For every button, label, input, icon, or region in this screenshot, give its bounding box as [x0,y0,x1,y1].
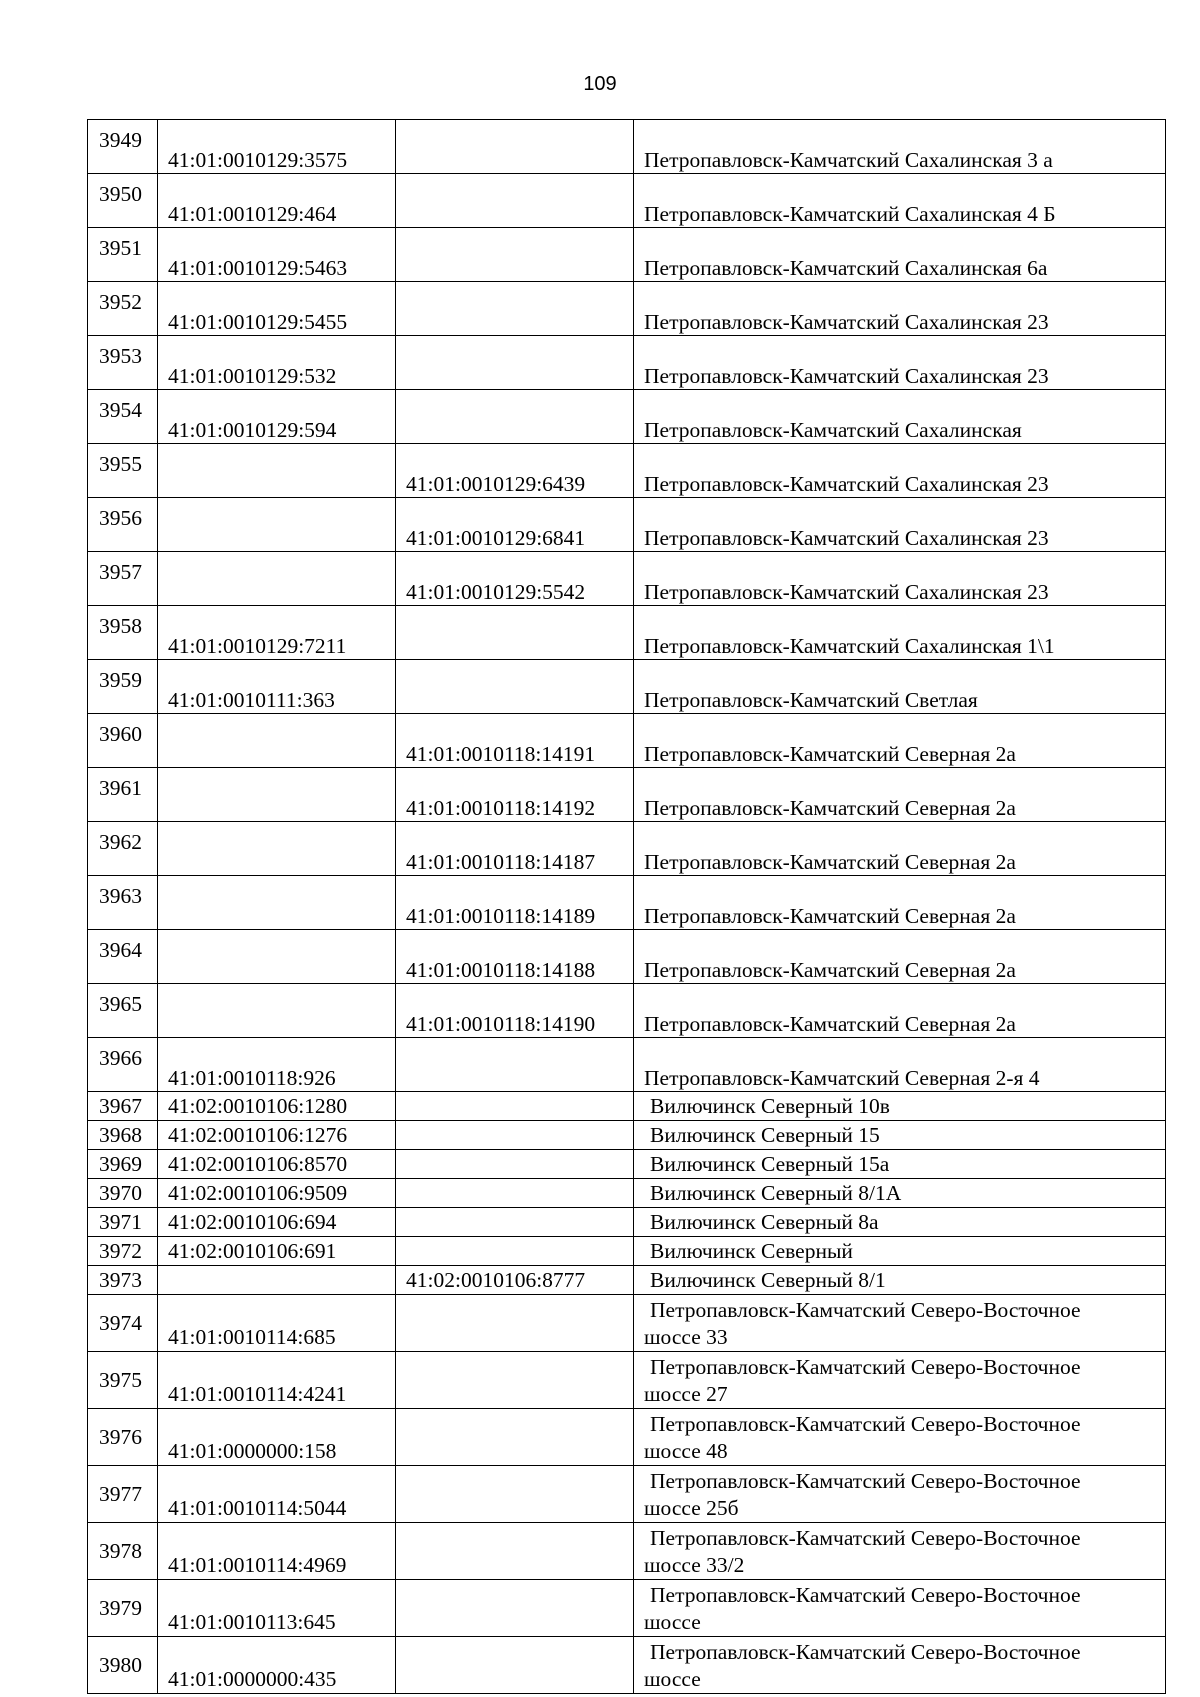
page-number: 109 [583,73,617,95]
table-row [88,1409,1166,1466]
row-number-cell: 3976 [88,1409,158,1466]
address-line-2: шоссе [644,1667,701,1691]
cadastral-number-cell: 41:01:0010114:4241 [158,1352,396,1409]
row-number-cell: 3960 [88,714,158,768]
row-number-cell: 3980 [88,1637,158,1694]
address-line-2: шоссе 33/2 [644,1553,745,1577]
cadastral-number-cell: 41:01:0010118:926 [158,1038,396,1092]
table-row [88,660,1166,714]
related-cadastral-number-cell [396,660,634,714]
address-cell: Петропавловск-Камчатский Северная 2а [634,768,1166,822]
related-cadastral-number-cell: 41:01:0010118:14189 [396,876,634,930]
cadastral-number-cell: 41:01:0010129:3575 [158,120,396,174]
address-cell: Петропавловск-Камчатский Сахалинская 4 Б [634,174,1166,228]
cadastral-number-cell [158,498,396,552]
address-line-1: Петропавловск-Камчатский Северо-Восточное [650,1298,1081,1322]
cadastral-number-cell: 41:01:0000000:158 [158,1409,396,1466]
table-row [88,1179,1166,1208]
cadastral-number-cell: 41:01:0010129:532 [158,336,396,390]
row-number-cell: 3964 [88,930,158,984]
related-cadastral-number-cell: 41:01:0010118:14187 [396,822,634,876]
cadastral-number-cell: 41:01:0010111:363 [158,660,396,714]
table-row [88,1466,1166,1523]
related-cadastral-number-cell [396,390,634,444]
row-number-cell: 3949 [88,120,158,174]
cadastral-number-cell: 41:01:0010129:7211 [158,606,396,660]
table-row [88,1038,1166,1092]
table-row [88,1266,1166,1295]
address-cell: Петропавловск-Камчатский Северная 2-я 4 [634,1038,1166,1092]
row-number-cell: 3967 [88,1092,158,1121]
row-number-cell: 3966 [88,1038,158,1092]
cadastral-number-cell: 41:02:0010106:694 [158,1208,396,1237]
table-row [88,336,1166,390]
table-row [88,228,1166,282]
row-number-cell: 3972 [88,1237,158,1266]
related-cadastral-number-cell [396,1409,634,1466]
cadastral-number-cell [158,768,396,822]
row-number-cell: 3963 [88,876,158,930]
address-cell: Вилючинск Северный 8/1А [634,1179,1166,1208]
address-line-1: Петропавловск-Камчатский Северо-Восточное [650,1355,1081,1379]
row-number-cell: 3957 [88,552,158,606]
related-cadastral-number-cell: 41:01:0010129:5542 [396,552,634,606]
related-cadastral-number-cell [396,1208,634,1237]
related-cadastral-number-cell [396,1179,634,1208]
row-number-cell: 3953 [88,336,158,390]
cadastral-number-cell [158,984,396,1038]
related-cadastral-number-cell [396,1637,634,1694]
related-cadastral-number-cell [396,336,634,390]
related-cadastral-number-cell: 41:01:0010118:14188 [396,930,634,984]
row-number-cell: 3971 [88,1208,158,1237]
address-cell: Петропавловск-Камчатский Северная 2а [634,876,1166,930]
row-number-cell: 3965 [88,984,158,1038]
related-cadastral-number-cell: 41:02:0010106:8777 [396,1266,634,1295]
address-cell: Петропавловск-Камчатский Сахалинская 3 а [634,120,1166,174]
address-line-2: шоссе 25б [644,1496,739,1520]
address-cell: Петропавловск-Камчатский Сахалинская 1\1 [634,606,1166,660]
table-row [88,768,1166,822]
row-number-cell: 3956 [88,498,158,552]
related-cadastral-number-cell [396,1121,634,1150]
registry-table-body [88,120,1166,1694]
address-cell [634,1466,1166,1523]
address-cell: Петропавловск-Камчатский Сахалинская 23 [634,552,1166,606]
address-cell: Вилючинск Северный 15а [634,1150,1166,1179]
row-number-cell: 3951 [88,228,158,282]
related-cadastral-number-cell [396,1466,634,1523]
address-cell: Петропавловск-Камчатский Северная 2а [634,930,1166,984]
cadastral-number-cell: 41:02:0010106:1280 [158,1092,396,1121]
related-cadastral-number-cell [396,1092,634,1121]
row-number-cell: 3974 [88,1295,158,1352]
table-row [88,174,1166,228]
address-cell: Петропавловск-Камчатский Сахалинская 23 [634,444,1166,498]
table-row [88,1237,1166,1266]
related-cadastral-number-cell [396,1237,634,1266]
address-line-2: шоссе 33 [644,1325,728,1349]
table-row [88,1352,1166,1409]
row-number-cell: 3954 [88,390,158,444]
address-cell: Вилючинск Северный [634,1237,1166,1266]
cadastral-number-cell: 41:01:0010129:464 [158,174,396,228]
row-number-cell: 3973 [88,1266,158,1295]
address-line-1: Петропавловск-Камчатский Северо-Восточное [650,1412,1081,1436]
table-row [88,1637,1166,1694]
address-cell: Петропавловск-Камчатский Сахалинская 23 [634,282,1166,336]
cadastral-number-cell: 41:02:0010106:1276 [158,1121,396,1150]
address-line-1: Петропавловск-Камчатский Северо-Восточное [650,1469,1081,1493]
registry-table [87,119,1166,1694]
address-cell: Петропавловск-Камчатский Северная 2а [634,714,1166,768]
address-cell [634,1637,1166,1694]
related-cadastral-number-cell: 41:01:0010118:14192 [396,768,634,822]
cadastral-number-cell: 41:01:0010114:5044 [158,1466,396,1523]
address-cell [634,1409,1166,1466]
related-cadastral-number-cell: 41:01:0010129:6439 [396,444,634,498]
address-line-2: шоссе [644,1610,701,1634]
cadastral-number-cell [158,1266,396,1295]
address-cell [634,1352,1166,1409]
cadastral-number-cell: 41:01:0000000:435 [158,1637,396,1694]
related-cadastral-number-cell [396,1295,634,1352]
address-line-2: шоссе 48 [644,1439,728,1463]
cadastral-number-cell: 41:01:0010129:5463 [158,228,396,282]
related-cadastral-number-cell [396,1150,634,1179]
address-line-2: шоссе 27 [644,1382,728,1406]
address-line-1: Петропавловск-Камчатский Северо-Восточное [650,1526,1081,1550]
related-cadastral-number-cell [396,606,634,660]
cadastral-number-cell: 41:02:0010106:8570 [158,1150,396,1179]
row-number-cell: 3962 [88,822,158,876]
row-number-cell: 3970 [88,1179,158,1208]
table-row [88,606,1166,660]
row-number-cell: 3977 [88,1466,158,1523]
address-line-1: Петропавловск-Камчатский Северо-Восточное [650,1640,1081,1664]
related-cadastral-number-cell: 41:01:0010129:6841 [396,498,634,552]
related-cadastral-number-cell [396,120,634,174]
row-number-cell: 3969 [88,1150,158,1179]
row-number-cell: 3952 [88,282,158,336]
row-number-cell: 3959 [88,660,158,714]
table-row [88,498,1166,552]
cadastral-number-cell [158,714,396,768]
cadastral-number-cell: 41:01:0010114:685 [158,1295,396,1352]
table-row [88,120,1166,174]
table-row [88,552,1166,606]
address-line-1: Петропавловск-Камчатский Северо-Восточное [650,1583,1081,1607]
table-row [88,984,1166,1038]
address-cell: Петропавловск-Камчатский Северная 2а [634,822,1166,876]
cadastral-number-cell [158,930,396,984]
cadastral-number-cell: 41:02:0010106:9509 [158,1179,396,1208]
row-number-cell: 3978 [88,1523,158,1580]
related-cadastral-number-cell [396,1580,634,1637]
row-number-cell: 3955 [88,444,158,498]
address-cell: Петропавловск-Камчатский Северная 2а [634,984,1166,1038]
cadastral-number-cell: 41:01:0010113:645 [158,1580,396,1637]
address-cell: Вилючинск Северный 8/1 [634,1266,1166,1295]
table-row [88,1150,1166,1179]
table-row [88,1523,1166,1580]
row-number-cell: 3975 [88,1352,158,1409]
table-row [88,390,1166,444]
address-cell: Петропавловск-Камчатский Сахалинская 23 [634,498,1166,552]
related-cadastral-number-cell [396,228,634,282]
address-cell: Вилючинск Северный 8а [634,1208,1166,1237]
related-cadastral-number-cell: 41:01:0010118:14190 [396,984,634,1038]
address-cell [634,1523,1166,1580]
row-number-cell: 3950 [88,174,158,228]
table-row [88,822,1166,876]
related-cadastral-number-cell [396,282,634,336]
cadastral-number-cell [158,822,396,876]
cadastral-number-cell [158,444,396,498]
cadastral-number-cell [158,552,396,606]
table-row [88,876,1166,930]
address-cell: Петропавловск-Камчатский Сахалинская 6а [634,228,1166,282]
related-cadastral-number-cell [396,1038,634,1092]
table-row [88,444,1166,498]
table-row [88,1295,1166,1352]
address-cell [634,1295,1166,1352]
related-cadastral-number-cell [396,174,634,228]
row-number-cell: 3958 [88,606,158,660]
address-cell: Вилючинск Северный 15 [634,1121,1166,1150]
table-row [88,1580,1166,1637]
related-cadastral-number-cell [396,1352,634,1409]
cadastral-number-cell: 41:01:0010129:594 [158,390,396,444]
cadastral-number-cell [158,876,396,930]
table-row [88,282,1166,336]
cadastral-number-cell: 41:01:0010114:4969 [158,1523,396,1580]
related-cadastral-number-cell: 41:01:0010118:14191 [396,714,634,768]
address-cell: Петропавловск-Камчатский Сахалинская [634,390,1166,444]
table-row [88,1121,1166,1150]
table-row [88,714,1166,768]
address-cell: Петропавловск-Камчатский Сахалинская 23 [634,336,1166,390]
cadastral-number-cell: 41:02:0010106:691 [158,1237,396,1266]
address-cell: Петропавловск-Камчатский Светлая [634,660,1166,714]
address-cell: Вилючинск Северный 10в [634,1092,1166,1121]
cadastral-number-cell: 41:01:0010129:5455 [158,282,396,336]
table-row [88,1092,1166,1121]
table-row [88,930,1166,984]
row-number-cell: 3979 [88,1580,158,1637]
row-number-cell: 3961 [88,768,158,822]
row-number-cell: 3968 [88,1121,158,1150]
address-cell [634,1580,1166,1637]
related-cadastral-number-cell [396,1523,634,1580]
table-row [88,1208,1166,1237]
